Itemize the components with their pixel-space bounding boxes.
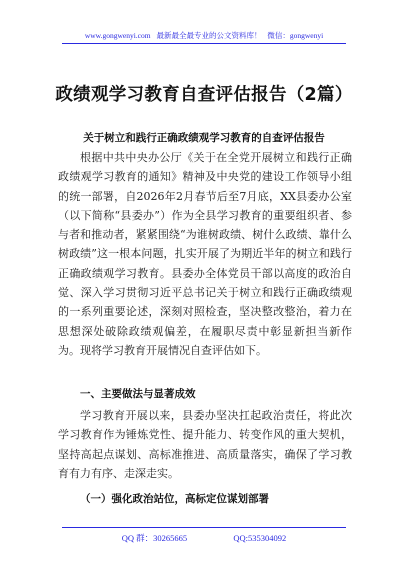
header-wechat: 微信：gongwenyi (267, 31, 324, 40)
section-heading-1: 一、主要做法与显著成效 (80, 388, 196, 400)
footer-qq-group: QQ 群：30265665 (121, 533, 188, 543)
paragraph-intro: 根据中共中央办公厅《关于在全党开展树立和践行正确政绩观学习教育的通知》精神及中央党的建设工作领导小组的统一部署，自2026年2月春节后至7月底，XX县委办公室（以下简称“县委办”）作为全县学习教育的重要组织者、参与者和推动者，紧紧围绕“为谁树政绩、树什么政绩、靠什么树政绩”这一根本问题，扎实开展了为期近半年的树立和践行正确政绩观学习教育。县委办全体党员干部以高度的政治自觉、深入学习贯彻习近平总书记关于树立和践行正确政绩观的一系列重要论述，深刻对照检查，坚决整改整治，着力在思想深处破除政绩观偏差，在履职尽责中彰显新担当新作为。现将学习教育开展情况自查评估如下。 (58, 151, 352, 357)
paragraph-section-1: 学习教育开展以来，县委办坚决扛起政治责任，将此次学习教育作为锤炼党性、提升能力、转变作风的重大契机，坚持高起点谋划、高标准推进、高质量落实，确保了学习教育有力有序、走深走实。 (58, 409, 352, 480)
header-divider (62, 43, 346, 44)
header-slogan: 最新最全最专业的公文资料库！ (156, 31, 262, 40)
page-header (0, 30, 408, 41)
header-site-link[interactable]: www.gongwenyi.com (84, 31, 151, 40)
page-footer (0, 532, 408, 544)
document-title: 政绩观学习教育自查评估报告（2篇） (55, 85, 353, 105)
report-subtitle: 关于树立和践行正确政绩观学习教育的自查评估报告 (83, 132, 325, 144)
footer-divider (62, 527, 346, 528)
section-heading-1-1: （一）强化政治站位，高标定位谋划部署 (80, 493, 269, 505)
footer-qq-contact: QQ:535304092 (233, 533, 287, 543)
